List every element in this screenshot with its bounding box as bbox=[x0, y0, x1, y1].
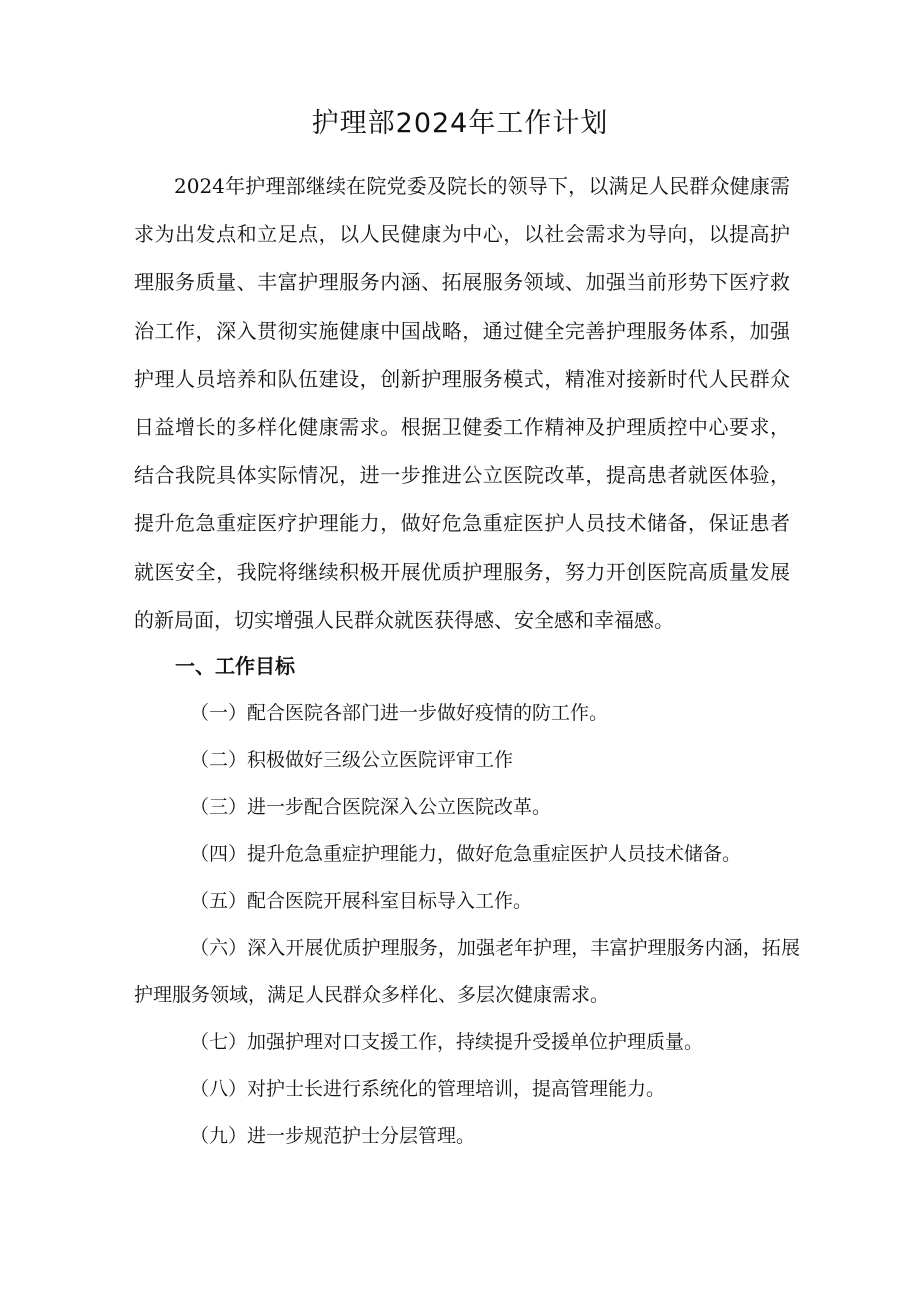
intro-paragraph: 2024年护理部继续在院党委及院长的领导下，以满足人民群众健康需求为出发点和立足点，以人民健康为中心，以社会需求为导向，以提高护理服务质量、丰富护理服务内涵、拓展服务领域、加强当前形势下医疗救治工作，深入贯彻实施健康中国战略，通过健全完善护理服务体系，加强护理人员培养和队伍建设，创新护理服务模式，精准对接新时代人民群众日益增长的多样化健康需求。根据卫健委工作精神及护理质控中心要求，结合我院具体实际情况，进一步推进公立医院改革，提高患者就医体验，提升危急重症医疗护理能力，做好危急重症医护人员技术储备，保证患者就医安全，我院将继续积极开展优质护理服务，努力开创医院高质量发展的新局面，切实增强人民群众就医获得感、安全感和幸福感。 bbox=[134, 174, 790, 632]
goal-item-1: （一）配合医院各部门进一步做好疫情的防工作。 bbox=[190, 702, 609, 724]
document-title: 护理部2024年工作计划 bbox=[311, 108, 609, 139]
goal-item-6: （六）深入开展优质护理服务，加强老年护理，丰富护理服务内涵，拓展护理服务领域，满足人民群众多样化、多层次健康需求。 bbox=[134, 937, 800, 1006]
goal-item-5: （五）配合医院开展科室目标导入工作。 bbox=[190, 890, 533, 912]
section-heading-goals: 一、工作目标 bbox=[175, 654, 295, 678]
goal-item-4: （四）提升危急重症护理能力，做好危急重症医护人员技术储备。 bbox=[190, 843, 742, 865]
goal-item-2: （二）积极做好三级公立医院评审工作 bbox=[190, 749, 514, 771]
goal-item-8: （八）对护士长进行系统化的管理培训，提高管理能力。 bbox=[190, 1078, 666, 1100]
goal-item-3: （三）进一步配合医院深入公立医院改革。 bbox=[190, 796, 552, 818]
goal-item-9: （九）进一步规范护士分层管理。 bbox=[190, 1125, 476, 1147]
goal-item-7: （七）加强护理对口支援工作，持续提升受援单位护理质量。 bbox=[190, 1031, 704, 1053]
